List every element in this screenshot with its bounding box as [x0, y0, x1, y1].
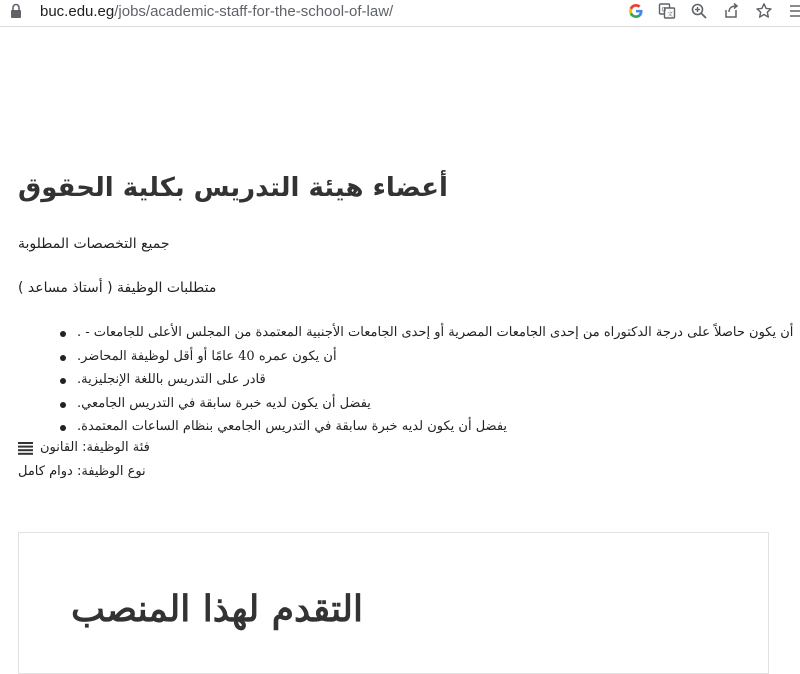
job-type: نوع الوظيفة: دوام كامل [18, 464, 146, 479]
translate-icon[interactable] [658, 2, 676, 20]
page-subtitle: جميع التخصصات المطلوبة [18, 236, 170, 252]
page-title: أعضاء هيئة التدريس بكلية الحقوق [18, 173, 448, 203]
menu-icon[interactable] [788, 2, 800, 20]
requirements-heading: متطلبات الوظيفة ( أستاذ مساعد ) [18, 280, 217, 296]
browser-address-bar[interactable] [0, 0, 800, 27]
bullet-icon [60, 402, 66, 408]
bullet-icon [60, 331, 66, 337]
list-icon [18, 442, 33, 455]
bullet-icon [60, 378, 66, 384]
url-text[interactable]: buc.edu.eg/jobs/academic-staff-for-the-school-of-law/ [40, 3, 394, 20]
bookmark-star-icon[interactable] [755, 2, 773, 20]
lock-icon [9, 2, 23, 20]
google-icon[interactable] [627, 2, 645, 20]
apply-section [18, 532, 769, 674]
svg-text:G: G [661, 6, 667, 14]
page-content: أعضاء هيئة التدريس بكلية الحقوق جميع التخصصات المطلوبة متطلبات الوظيفة ( أستاذ مساعد ) أن يكون حاصلاً على درجة الدكتوراه من إحدى الجامعات المصرية أو إحدى الجامعات الأجنبية المعتمدة من المجلس الأعلى للجامعات - . أن يكون عمره 40 عامًا أو أقل لوظيفة المحاضر. قادر على التدريس باللغة الإنجليزية. يفضل أن يكون لديه خبرة سابقة في التدريس الجامعي. يفضل أن يكون لديه خبرة سابقة في التدريس الجامعي بنظام الساعات المعتمدة. فئة الوظيفة: القانون نوع الوظيفة: دوام كامل التقدم لهذا المنصب [0, 27, 800, 658]
apply-heading: التقدم لهذا المنصب [71, 588, 363, 630]
svg-text:文: 文 [667, 11, 674, 18]
zoom-icon[interactable] [690, 2, 708, 20]
bullet-icon [60, 425, 66, 431]
job-category: فئة الوظيفة: القانون [40, 440, 150, 455]
share-icon[interactable] [723, 2, 741, 20]
bullet-icon [60, 355, 66, 361]
